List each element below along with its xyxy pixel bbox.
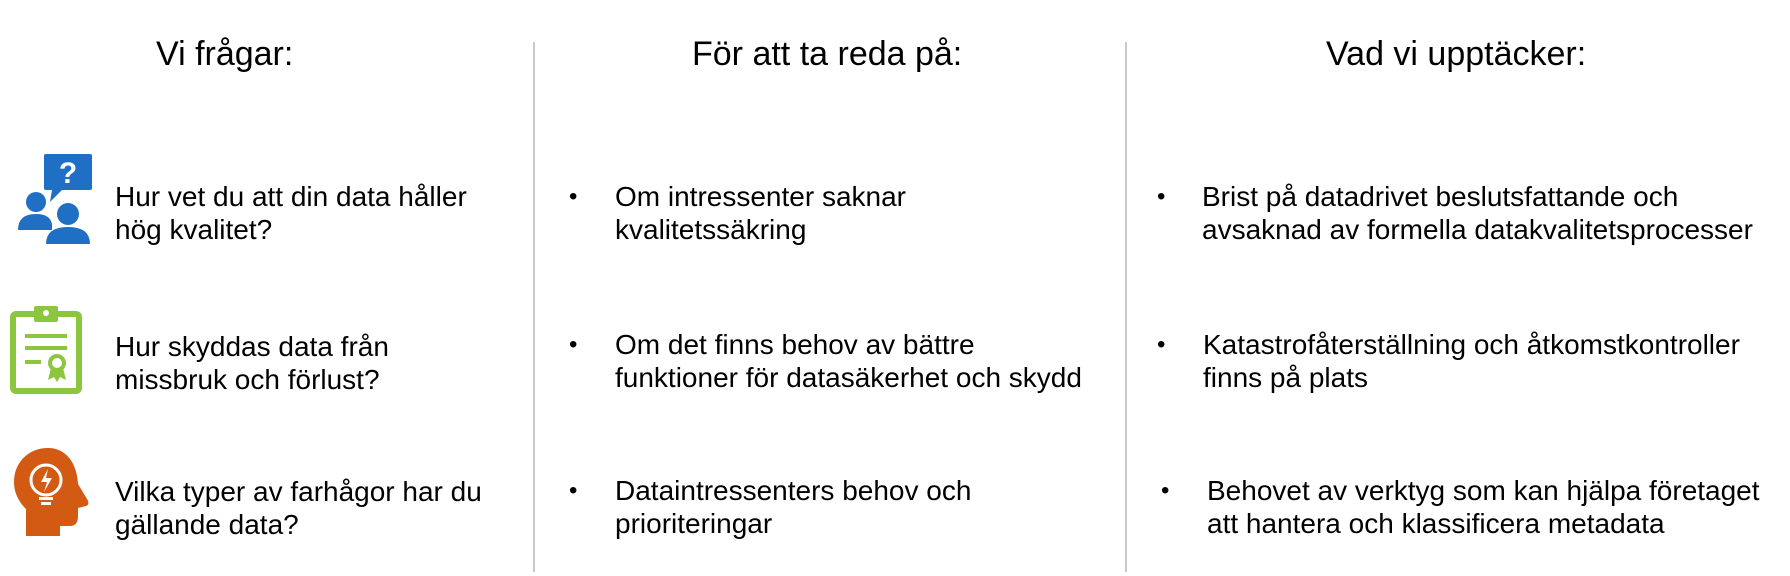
discover-2: Katastrofåterställning och åtkomstkontroller finns på plats xyxy=(1203,329,1740,393)
heading-vi-fragar: Vi frågar: xyxy=(156,35,294,73)
bullet-findout-1: • xyxy=(569,183,578,210)
bullet-discover-1: • xyxy=(1157,183,1166,210)
head-lightbulb-icon xyxy=(12,446,92,538)
discover-3: Behovet av verktyg som kan hjälpa företaget att hantera och klassificera metadata xyxy=(1207,475,1760,539)
findout-3: Dataintressenters behov och prioriteringar xyxy=(615,475,972,539)
bullet-discover-3: • xyxy=(1161,477,1170,504)
question-1: Hur vet du att din data håller hög kvalitet? xyxy=(115,181,467,245)
question-3: Vilka typer av farhågor har du gällande data? xyxy=(115,476,482,540)
column-divider-right xyxy=(1125,42,1127,572)
svg-text:?: ? xyxy=(58,157,78,190)
bullet-discover-2: • xyxy=(1157,331,1166,358)
findout-1: Om intressenter saknar kvalitetssäkring xyxy=(615,181,906,245)
column-divider-left xyxy=(533,42,535,572)
people-question-icon xyxy=(10,152,94,244)
findout-2: Om det finns behov av bättre funktioner för datasäkerhet och skydd xyxy=(615,329,1082,393)
heading-vad-vi-upptacker: Vad vi upptäcker: xyxy=(1326,35,1587,73)
discover-1: Brist på datadrivet beslutsfattande och avsaknad av formella datakvalitetsprocesser xyxy=(1202,181,1753,245)
question-2: Hur skyddas data från missbruk och förlust? xyxy=(115,331,389,395)
clipboard-certificate-icon xyxy=(10,304,82,394)
bullet-findout-2: • xyxy=(569,331,578,358)
bullet-findout-3: • xyxy=(569,477,578,504)
heading-for-att-ta-reda-pa: För att ta reda på: xyxy=(692,35,963,73)
